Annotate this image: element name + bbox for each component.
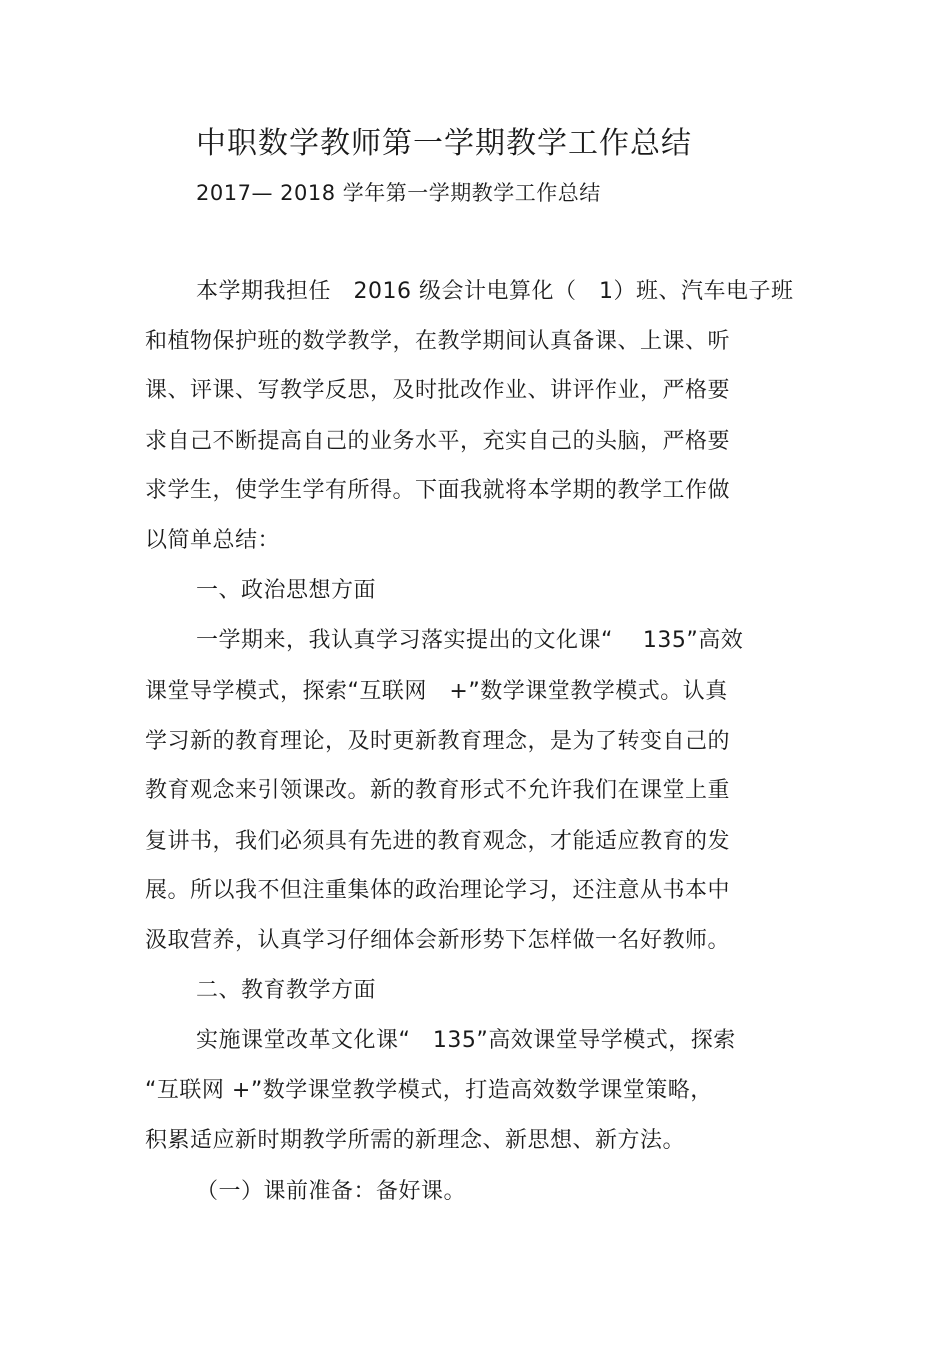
paragraph-line: “互联网 +”数学课堂教学模式，打造高效数学课堂策略， <box>145 1078 713 1103</box>
paragraph-line: 学习新的教育理论，及时更新教育理念，是为了转变自己的 <box>145 729 731 754</box>
paragraph-line: 以简单总结： <box>145 528 281 553</box>
paragraph-line: 复讲书，我们必须具有先进的教育观念，才能适应教育的发 <box>145 829 731 854</box>
section-heading: 二、教育教学方面 <box>196 978 377 1003</box>
subsection-heading: （一）课前准备：备好课。 <box>196 1179 467 1204</box>
paragraph-line: 展。所以我不但注重集体的政治理论学习，还注意从书本中 <box>145 878 731 903</box>
page-title: 中职数学教师第一学期教学工作总结 <box>196 126 692 161</box>
paragraph-line: 教育观念来引领课改。新的教育形式不允许我们在课堂上重 <box>145 778 731 803</box>
paragraph-line: 求自己不断提高自己的业务水平，充实自己的头脑，严格要 <box>145 429 731 454</box>
paragraph-line: 课堂导学模式，探索“互联网 +”数学课堂教学模式。认真 <box>145 679 728 704</box>
paragraph-line: 汲取营养，认真学习仔细体会新形势下怎样做一名好教师。 <box>145 928 731 953</box>
paragraph-line: 积累适应新时期教学所需的新理念、新思想、新方法。 <box>145 1128 686 1153</box>
paragraph-line: 实施课堂改革文化课“ 135”高效课堂导学模式，探索 <box>196 1028 736 1053</box>
paragraph-line: 和植物保护班的数学教学，在教学期间认真备课、上课、听 <box>145 329 731 354</box>
section-heading: 一、政治思想方面 <box>196 578 377 603</box>
page-subtitle: 2017— 2018 学年第一学期教学工作总结 <box>196 181 601 205</box>
paragraph-line: 课、评课、写教学反思，及时批改作业、讲评作业，严格要 <box>145 378 731 403</box>
paragraph-line: 本学期我担任 2016 级会计电算化（ 1）班、汽车电子班 <box>196 279 794 304</box>
paragraph-line: 一学期来，我认真学习落实提出的文化课“ 135”高效 <box>196 628 744 653</box>
paragraph-line: 求学生，使学生学有所得。下面我就将本学期的教学工作做 <box>145 478 731 503</box>
